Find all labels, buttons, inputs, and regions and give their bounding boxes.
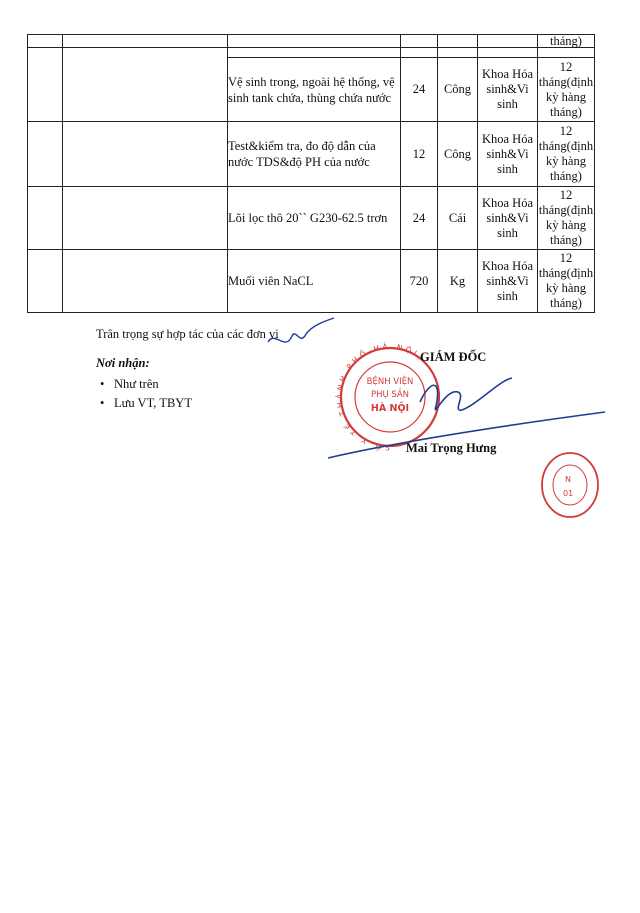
item-period: 12 tháng(định kỳ hàng tháng) xyxy=(538,58,595,122)
item-period: 12 tháng(định kỳ hàng tháng) xyxy=(538,187,595,250)
item-unit: Kg xyxy=(438,250,478,313)
recipients-title: Nơi nhận: xyxy=(96,356,150,370)
item-period: 12 tháng(định kỳ hàng tháng) xyxy=(538,250,595,313)
recipient-item: • Lưu VT, TBYT xyxy=(96,394,192,413)
item-quantity: 720 xyxy=(401,250,438,313)
stamp-line: BỆNH VIỆN xyxy=(366,377,414,387)
stamp-line: PHỤ SẢN xyxy=(370,390,410,400)
item-quantity: 24 xyxy=(401,187,438,250)
item-description: Lõi lọc thô 20`` G230-62.5 trơn xyxy=(228,187,401,250)
stamp-line: HÀ NỘI xyxy=(370,403,410,414)
item-department: Khoa Hóa sinh&Vi sinh xyxy=(478,58,538,122)
item-department: Khoa Hóa sinh&Vi sinh xyxy=(478,187,538,250)
recipient-item: • Như trên xyxy=(96,375,192,394)
item-department: Khoa Hóa sinh&Vi sinh xyxy=(478,250,538,313)
item-department: Khoa Hóa sinh&Vi sinh xyxy=(478,122,538,187)
item-period: 12 tháng(định kỳ hàng tháng) xyxy=(538,122,595,187)
initial-mark xyxy=(268,318,334,342)
signer-name: Mai Trọng Hưng xyxy=(406,441,497,455)
item-quantity: 24 xyxy=(401,58,438,122)
item-description: Test&kiểm tra, đo độ dẫn của nước TDS&độ PH của nước xyxy=(228,122,401,187)
partial-stamp xyxy=(542,453,598,517)
item-unit: Công xyxy=(438,58,478,122)
item-unit: Công xyxy=(438,122,478,187)
item-description: Vệ sinh trong, ngoài hệ thống, vệ sinh tank chứa, thùng chứa nước xyxy=(228,58,401,122)
item-description: Muối viên NaCL xyxy=(228,250,401,313)
svg-text:N: N xyxy=(565,475,571,484)
signature-title: GIÁM ĐỐC xyxy=(420,350,487,364)
svg-text:01: 01 xyxy=(563,489,574,498)
item-quantity: 12 xyxy=(401,122,438,187)
period-cell: tháng) xyxy=(538,35,595,48)
closing-text: Trân trọng sự hợp tác của các đơn vị xyxy=(96,327,279,341)
stamp-ring-text: SỞ Y TẾ THÀNH PHỐ HÀ NỘI xyxy=(334,341,421,453)
item-unit: Cái xyxy=(438,187,478,250)
